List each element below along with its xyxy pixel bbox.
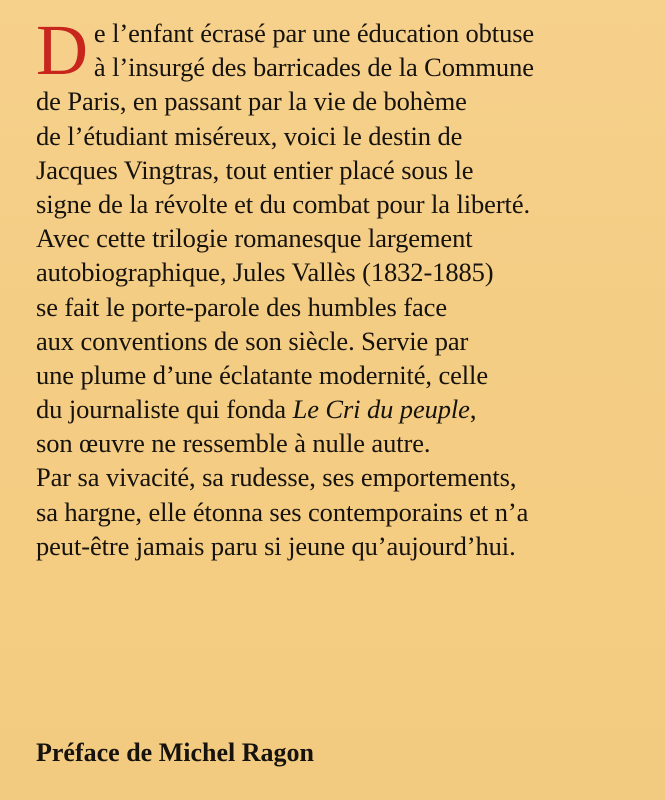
blurb-line: e l’enfant écrasé par une éducation obtuse <box>93 18 535 48</box>
blurb-line: de l’étudiant miséreux, voici le destin de <box>36 120 463 151</box>
preface-credit: Préface de Michel Ragon <box>36 738 314 767</box>
blurb-line: Avec cette trilogie romanesque largement <box>36 223 473 254</box>
blurb-line: de Paris, en passant par la vie de bohème <box>36 86 467 117</box>
blurb-line: à l’insurgé des barricades de la Commune <box>93 52 534 83</box>
blurb-line: Par sa vivacité, sa rudesse, ses emportements, <box>36 462 517 493</box>
blurb-line-with-title <box>36 392 656 426</box>
blurb-line: autobiographique, Jules Vallès (1832-1885) <box>36 257 494 288</box>
blurb-line-suffix: , <box>469 394 477 425</box>
blurb-line: peut-être jamais paru si jeune qu’aujourd’hui. <box>36 530 516 561</box>
blurb-line: Jacques Vingtras, tout entier placé sous le <box>36 154 474 185</box>
blurb-text <box>36 10 656 563</box>
blurb-line: sa hargne, elle étonna ses contemporains et n’a <box>36 496 529 527</box>
blurb-line: une plume d’une éclatante modernité, celle <box>36 359 488 390</box>
newspaper-title: Le Cri du peuple <box>292 394 470 425</box>
blurb-line: son œuvre ne ressemble à nulle autre. <box>36 428 431 459</box>
drop-cap: D <box>36 10 88 90</box>
blurb-line-prefix: du journaliste qui fonda <box>36 394 293 425</box>
blurb-line: signe de la révolte et du combat pour la liberté. <box>36 188 531 219</box>
blurb-line: aux conventions de son siècle. Servie par <box>36 325 469 356</box>
blurb-line: se fait le porte-parole des humbles face <box>36 291 447 322</box>
